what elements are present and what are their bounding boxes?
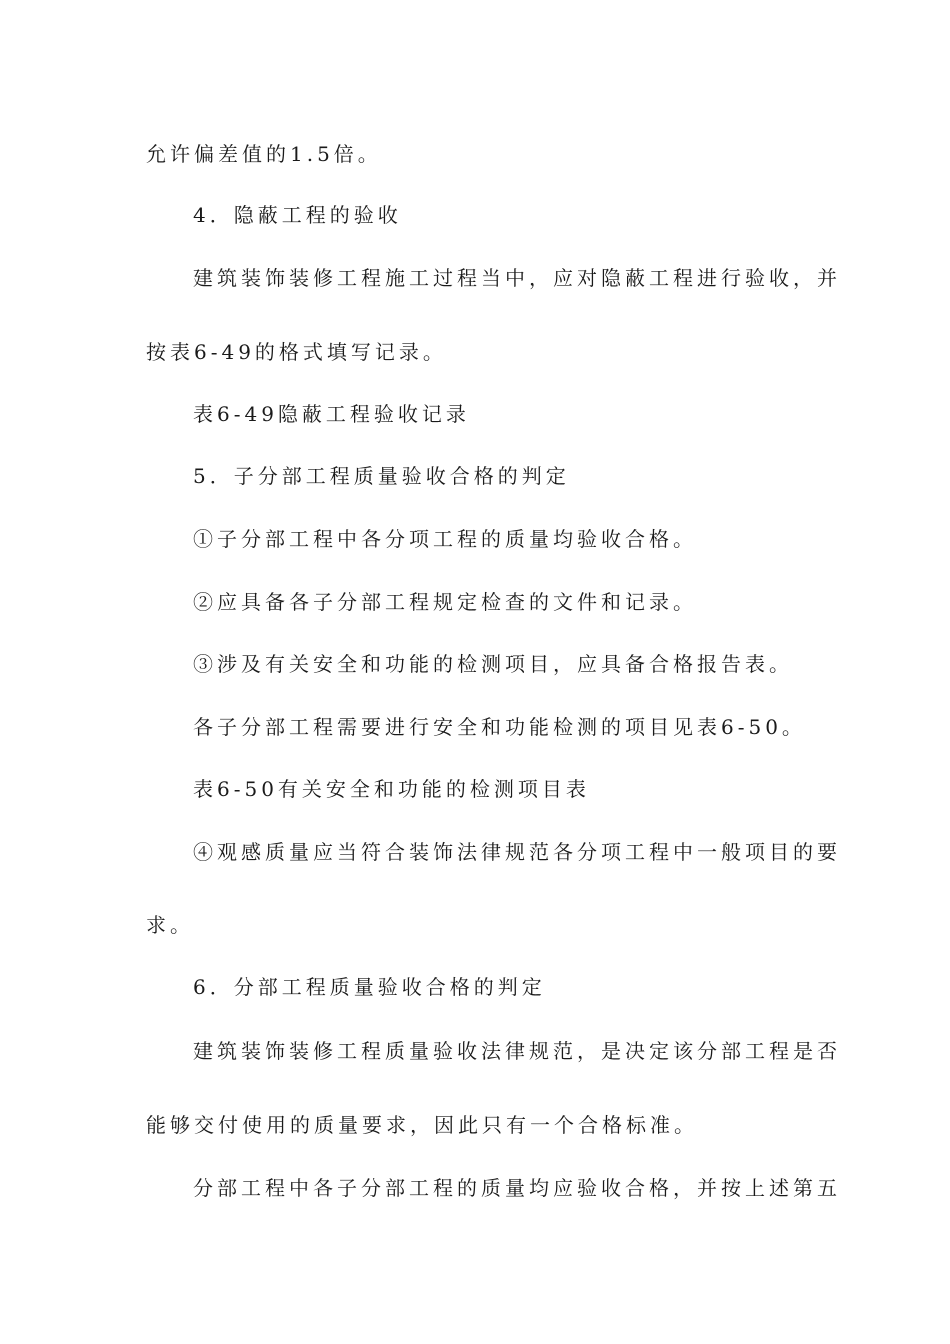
paragraph-quality-spec-line-2: 能够交付使用的质量要求，因此只有一个合格标准。	[146, 1113, 698, 1137]
paragraph-safety-tests: 各子分部工程需要进行安全和功能检测的项目见表6-50。	[193, 715, 806, 739]
paragraph-concealed-works-line-2: 按表6-49的格式填写记录。	[146, 340, 447, 364]
paragraph-continuation-tolerance: 允许偏差值的1.5倍。	[146, 142, 382, 166]
paragraph-concealed-works-line-1: 建筑装饰装修工程施工过程当中，应对隐蔽工程进行验收，并	[193, 266, 841, 290]
list-item-2: ②应具备各子分部工程规定检查的文件和记录。	[193, 590, 697, 614]
section-heading-division-acceptance: 6．分部工程质量验收合格的判定	[193, 975, 546, 999]
section-heading-subdivision-acceptance: 5．子分部工程质量验收合格的判定	[193, 464, 570, 488]
paragraph-division-line-1: 分部工程中各子分部工程的质量均应验收合格，并按上述第五	[193, 1176, 841, 1200]
paragraph-quality-spec-line-1: 建筑装饰装修工程质量验收法律规范，是决定该分部工程是否	[193, 1039, 841, 1063]
list-item-4-line-1: ④观感质量应当符合装饰法律规范各分项工程中一般项目的要	[193, 840, 841, 864]
section-heading-concealed-works: 4．隐蔽工程的验收	[193, 203, 402, 227]
table-caption-6-50: 表6-50有关安全和功能的检测项目表	[193, 777, 590, 801]
table-caption-6-49: 表6-49隐蔽工程验收记录	[193, 402, 470, 426]
list-item-4-line-2: 求。	[146, 913, 194, 937]
list-item-1: ①子分部工程中各分项工程的质量均验收合格。	[193, 527, 697, 551]
list-item-3: ③涉及有关安全和功能的检测项目，应具备合格报告表。	[193, 652, 793, 676]
